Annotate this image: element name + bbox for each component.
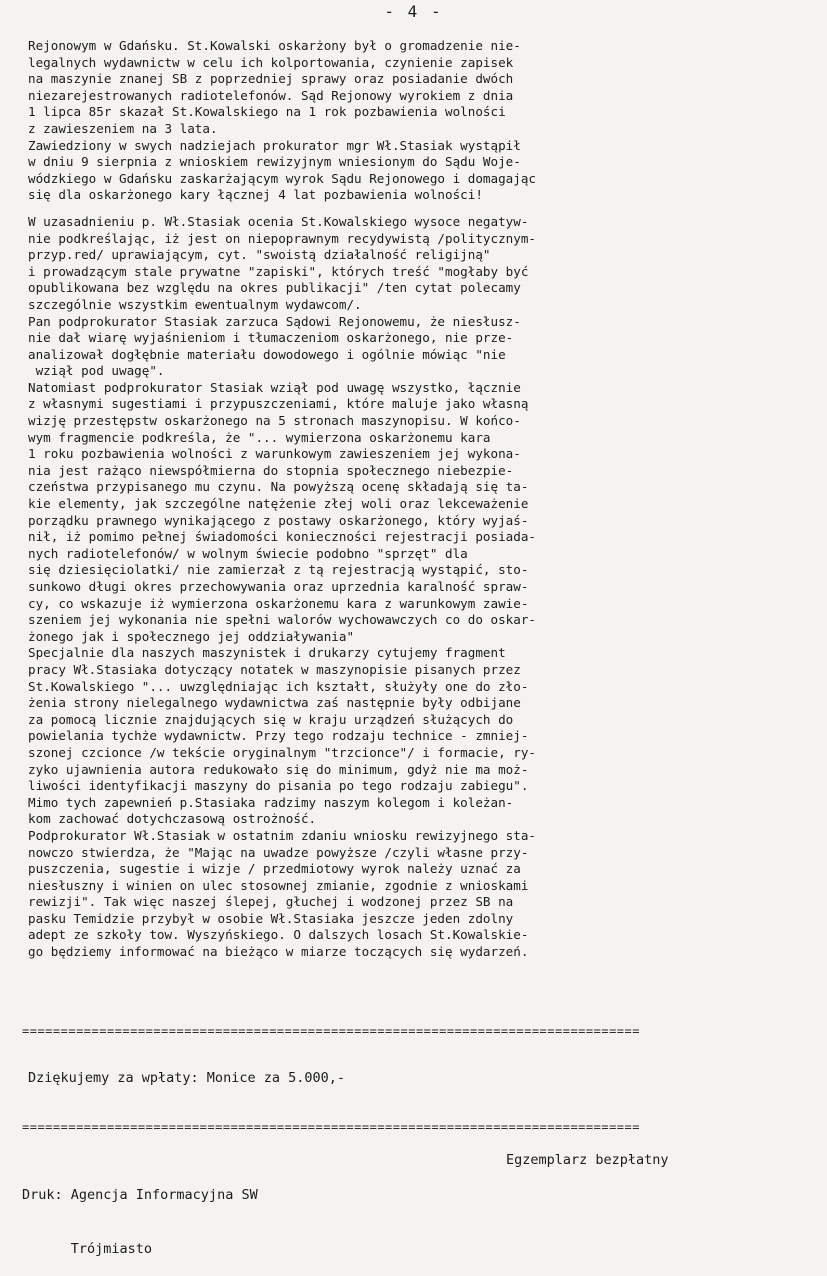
text-line: opublikowana bez względu na okres publikacji" /ten cytat polecamy: [28, 280, 521, 296]
text-line: Specjalnie dla naszych maszynistek i drukarzy cytujemy fragment: [28, 645, 506, 661]
text-line: na maszynie znanej SB z poprzedniej sprawy oraz posiadanie dwóch: [28, 71, 514, 87]
text-line: 1 roku pozbawienia wolności z warunkowym zawieszeniem jej wykona-: [28, 446, 521, 462]
text-line: szonej czcionce /w tekście oryginalnym "trzcionce"/ i formacie, ry-: [28, 744, 536, 760]
divider-bottom: ================================================================================: [22, 1120, 640, 1134]
text-line: wym fragmencie podkreśla, że "... wymierzona oskarżonemu kara: [28, 429, 491, 445]
printer-line: Druk: Agencja Informacyjna SW: [22, 1187, 258, 1203]
text-line: się dla oskarżonego kary łącznej 4 lat pozbawienia wolności!: [28, 187, 483, 203]
text-line: analizował dogłębnie materiału dowodowego i ogólnie mówiąc "nie: [28, 346, 506, 362]
text-line: niezarejestrowanych radiotelefonów. Sąd Rejonowy wyrokiem z dnia: [28, 87, 514, 103]
text-line: 1 lipca 85r skazał St.Kowalskiego na 1 rok pozbawienia wolności: [28, 104, 506, 120]
text-line: Mimo tych zapewnień p.Stasiaka radzimy naszym kolegom i koleżan-: [28, 794, 514, 810]
text-line: w dniu 9 sierpnia z wnioskiem rewizyjnym wniesionym do Sądu Woje-: [28, 154, 521, 170]
text-line: wziął pod uwagę".: [28, 363, 165, 379]
text-line: niesłuszny i winien on ulec stosownej zmianie, zgodnie z wnioskami: [28, 877, 529, 893]
text-line: nia jest rażąco niewspółmierna do stopnia społecznego niebezpie-: [28, 462, 514, 478]
printer-city: Trójmiasto: [22, 1241, 153, 1257]
text-line: powielania tychże wydawnictw. Przy tego rodzaju technice - zmniej-: [28, 728, 529, 744]
text-line: St.Kowalskiego "... uwzględniając ich kształt, służyły one do zło-: [28, 678, 529, 694]
text-line: nych radiotelefonów/ w wolnym świecie podobno "sprzęt" dla: [28, 545, 468, 561]
text-line: pracy Wł.Stasiaka dotyczący notatek w maszynopisie pisanych przez: [28, 661, 521, 677]
text-line: pasku Temidzie przybył w osobie Wł.Stasiaka jeszcze jeden zdolny: [28, 910, 514, 926]
text-line: W uzasadnieniu p. Wł.Stasiak ocenia St.Kowalskiego wysoce negatyw-: [28, 213, 529, 229]
text-line: Podprokurator Wł.Stasiak w ostatnim zdaniu wniosku rewizyjnego sta-: [28, 827, 536, 843]
text-line: wizję przestępstw oskarżonego na 5 stronach maszynopisu. W końco-: [28, 413, 521, 429]
text-line: Rejonowym w Gdańsku. St.Kowalski oskarżony był o gromadzenie nie-: [28, 38, 521, 53]
text-line: i prowadzącym stale prywatne "zapiski", których treść "mogłaby być: [28, 263, 529, 279]
paragraph-justification: [28, 214, 798, 961]
text-line: nowczo stwierdza, że "Mając na uwadze powyższe /czyli własne przy-: [28, 844, 529, 860]
text-line: przyp.red/ uprawiającym, cyt. "swoistą działalność religijną": [28, 247, 491, 263]
text-line: go będziemy informować na bieżąco w miarze toczących się wydarzeń.: [28, 944, 529, 960]
article-body: [28, 38, 798, 961]
text-line: rewizji". Tak więc naszej ślepej, głuchej i wodzonej przez SB na: [28, 894, 514, 910]
donation-thanks: Dziękujemy za wpłaty: Monice za 5.000,-: [28, 1070, 345, 1086]
paragraph-court-verdict: [28, 38, 798, 204]
text-line: kom zachować dotychczasową ostrożność.: [28, 811, 317, 827]
text-line: liwości identyfikacji maszyny do pisania po tego rodzaju zabiegu".: [28, 778, 529, 794]
text-line: czeństwa przypisanego mu czynu. Na powyższą ocenę składają się ta-: [28, 479, 529, 495]
paragraph-gap: [28, 204, 798, 214]
text-line: za pomocą licznie znajdujących się w kraju urządzeń służących do: [28, 711, 514, 727]
text-line: nie podkreślając, iż jest on niepoprawnym recydywistą /politycznym-: [28, 230, 536, 246]
text-line: szczególnie wszystkim ewentualnym wydawcom/.: [28, 296, 362, 312]
text-line: sunkowo długi okres przechowywania oraz uprzednia karalność spraw-: [28, 579, 529, 594]
text-line: Pan podprokurator Stasiak zarzuca Sądowi Rejonowemu, że niesłusz-: [28, 313, 521, 329]
text-line: żenia strony nielegalnego wydawnictwa zaś następnie były odbijane: [28, 695, 521, 711]
text-line: porządku prawnego wynikającego z postawy oskarżonego, który wyjaś-: [28, 512, 529, 528]
text-line: z własnymi sugestiami i przypuszczeniami, które maluje jako własną: [28, 396, 529, 412]
text-line: Natomiast podprokurator Stasiak wziął pod uwagę wszystko, łącznie: [28, 379, 521, 395]
text-line: nie dał wiarę wyjaśnieniom i tłumaczeniom oskarżonego, nie prze-: [28, 330, 514, 346]
text-line: żonego jak i społecznego jej oddziaływania": [28, 628, 355, 644]
text-line: szeniem jej wykonania nie spełni walorów wychowawczych co do oskar-: [28, 612, 536, 628]
text-line: z zawieszeniem na 3 lata.: [28, 120, 218, 136]
text-line: cy, co wskazuje iż wymierzona oskarżonemu kara z warunkowym zawie-: [28, 595, 529, 611]
page-number: - 4 -: [384, 2, 443, 21]
divider-top: ================================================================================: [22, 1024, 640, 1038]
text-line: wódzkiego w Gdańsku zaskarżającym wyrok Sądu Rejonowego i domagając: [28, 170, 536, 186]
text-line: adept ze szkoły tow. Wyszyńskiego. O dalszych losach St.Kowalskie-: [28, 927, 529, 943]
text-line: puszczenia, sugestie i wizje / przedmiotowy wyrok należy uznać za: [28, 861, 521, 877]
text-line: zyko ujawnienia autora redukowało się do minimum, gdyż nie ma moż-: [28, 761, 529, 777]
free-copy-note: Egzemplarz bezpłatny: [506, 1152, 669, 1168]
text-line: się dziesięciolatki/ nie zamierzał z tą rejestracją wystąpić, sto-: [28, 562, 529, 578]
text-line: legalnych wydawnictw w celu ich kolportowania, czynienie zapisek: [28, 54, 514, 70]
text-line: Zawiedziony w swych nadziejach prokurator mgr Wł.Stasiak wystąpił: [28, 137, 521, 153]
text-line: nił, iż pomimo pełnej świadomości konieczności rejestracji posiada-: [28, 529, 536, 545]
printer-credit: [22, 1150, 258, 1276]
text-line: kie elementy, jak szczególne natężenie złej woli oraz lekceważenie: [28, 496, 529, 512]
